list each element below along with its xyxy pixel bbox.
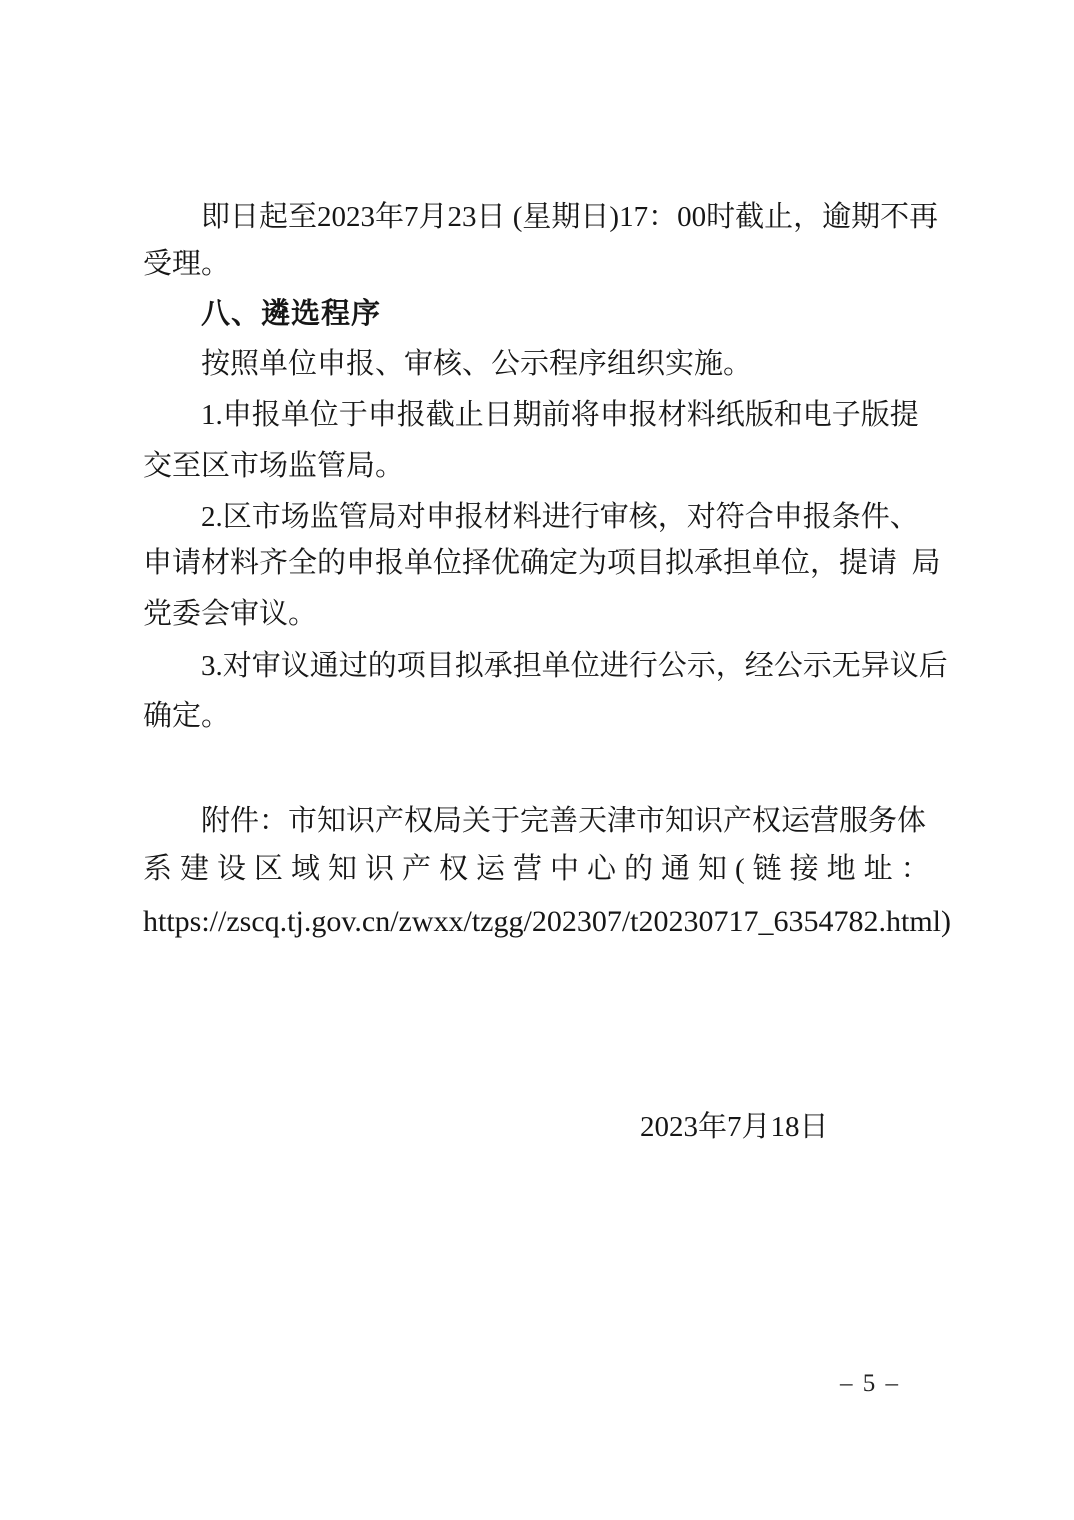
procedure-step-1-line-1: 1.申报单位于申报截止日期前将申报材料纸版和电子版提 [201, 399, 919, 431]
paragraph-procedure-intro: 按照单位申报、审核、公示程序组织实施。 [201, 348, 753, 380]
procedure-step-2-line-2: 申请材料齐全的申报单位择优确定为项目拟承担单位，提请 局 [143, 547, 941, 579]
page-number: – 5 – [840, 1370, 900, 1397]
paragraph-deadline-line-1: 即日起至2023年7月23日 (星期日)17：00时截止，逾期不再 [201, 201, 939, 233]
signature-date: 2023年7月18日 [640, 1111, 829, 1143]
section-heading-selection-procedure: 八、遴选程序 [201, 298, 382, 330]
attachment-reference-line-2: 系建设区域知识产权运营中心的通知(链接地址： [143, 853, 938, 885]
attachment-reference-line-1: 附件：市知识产权局关于完善天津市知识产权运营服务体 [201, 805, 927, 837]
procedure-step-2-line-3: 党委会审议。 [143, 598, 318, 630]
attachment-url: https://zscq.tj.gov.cn/zwxx/tzgg/202307/t20230717_6354782.html) [143, 905, 951, 938]
procedure-step-2-line-1: 2.区市场监管局对申报材料进行审核，对符合申报条件、 [201, 501, 919, 533]
procedure-step-3-line-1: 3.对审议通过的项目拟承担单位进行公示，经公示无异议后 [201, 650, 948, 682]
procedure-step-3-line-2: 确定。 [143, 700, 231, 732]
procedure-step-1-line-2: 交至区市场监管局。 [143, 450, 405, 482]
paragraph-deadline-line-2: 受理。 [143, 248, 231, 280]
